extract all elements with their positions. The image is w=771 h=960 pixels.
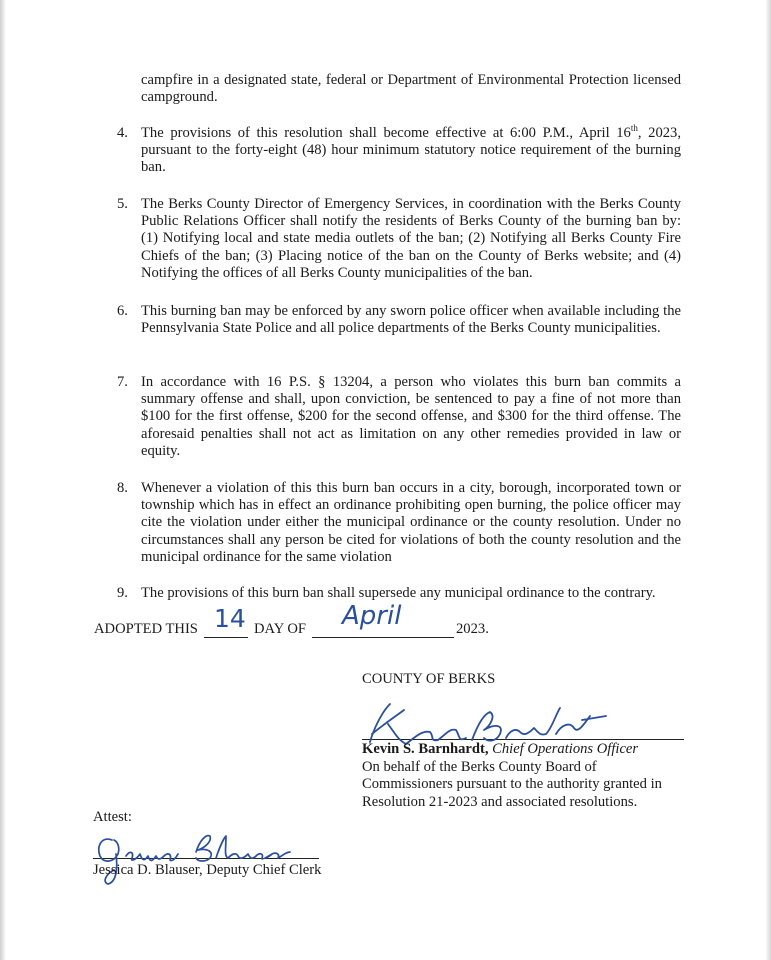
signatory-description-line-1: On behalf of the Berks County Board of [362,758,597,775]
month-blank-line [312,637,454,638]
adopted-line [94,601,514,642]
county-heading: COUNTY OF BERKS [362,671,496,687]
item-4-text [141,125,681,177]
item-number-4: 4. [117,125,128,141]
item-6-text: This burning ban may be enforced by any sworn police officer when available including the Pennsylvania State Police and all police departments of the Berks County municipalities. [141,303,681,337]
blauser-signature [92,826,312,890]
signatory-name: Kevin S. Barnhardt, [362,741,489,757]
signatory-name-line [362,741,692,759]
item-number-5: 5. [117,196,128,212]
item-9-text: The provisions of this burn ban shall supersede any municipal ordinance to the contrary. [141,585,656,601]
item-number-6: 6. [117,303,128,319]
handwritten-month: April [342,601,402,631]
clerk-name: Jessica D. Blauser, [93,862,203,878]
signatory-block [362,741,692,811]
item-8-text: Whenever a violation of this this burn ban occurs in a city, borough, incorporated town or township which has in effect an ordinance prohibiting open burning, the police officer may cite the violation under either the municipal ordinance or the county resolution. Under no circumstances shall any person be cited for violations of both the county resolution and the municipal ordinance for the same violation [141,480,681,565]
continuation-paragraph: campfire in a designated state, federal or Department of Environmental Protection licensed campground. [141,72,681,106]
signatory-description-line-2: Commissioners pursuant to the authority granted in [362,776,662,793]
item-4-text-end: , 2023, pursuant to the forty-eight (48) hour minimum statutory notice requirement of the burning ban. [141,125,681,176]
adopted-suffix: 2023. [456,621,489,637]
item-7-text: In accordance with 16 P.S. § 13204, a person who violates this burn ban commits a summary offense and shall, upon conviction, be sentenced to pay a fine of not more than $100 for the first offense, $200 for the second offense, and $300 for the third offense. The aforesaid penalties shall not act as limitation on any other remedies provided in law or equity. [141,374,681,459]
adopted-prefix: ADOPTED THIS [94,621,198,637]
attest-label: Attest: [93,809,132,825]
signatory-description-line-3: Resolution 21-2023 and associated resolutions. [362,793,638,810]
item-number-7: 7. [117,374,128,390]
handwritten-day: 14 [214,604,246,633]
item-5-text: The Berks County Director of Emergency Services, in coordination with the Berks County Public Relations Officer shall notify the residents of Berks County of the burning ban by: (1) Notifying local and state media outlets of the ban; (2) Notifying all Berks County Fire Chiefs of the ban; (3) Placing notice of the ban on the County of Berks website; and (4) Notifying the offices of all Berks County municipalities of the ban. [141,196,681,281]
adopted-middle: DAY OF [254,621,307,637]
clerk-title: Deputy Chief Clerk [206,862,322,878]
signatory-title: Chief Operations Officer [492,741,639,757]
clerk-name-line [93,862,321,879]
item-number-9: 9. [117,585,128,601]
item-4-ordinal: th [630,123,638,134]
day-blank-line [204,637,248,638]
item-number-8: 8. [117,480,128,496]
item-4-text-start: The provisions of this resolution shall become effective at 6:00 P.M., April 16 [141,125,631,141]
